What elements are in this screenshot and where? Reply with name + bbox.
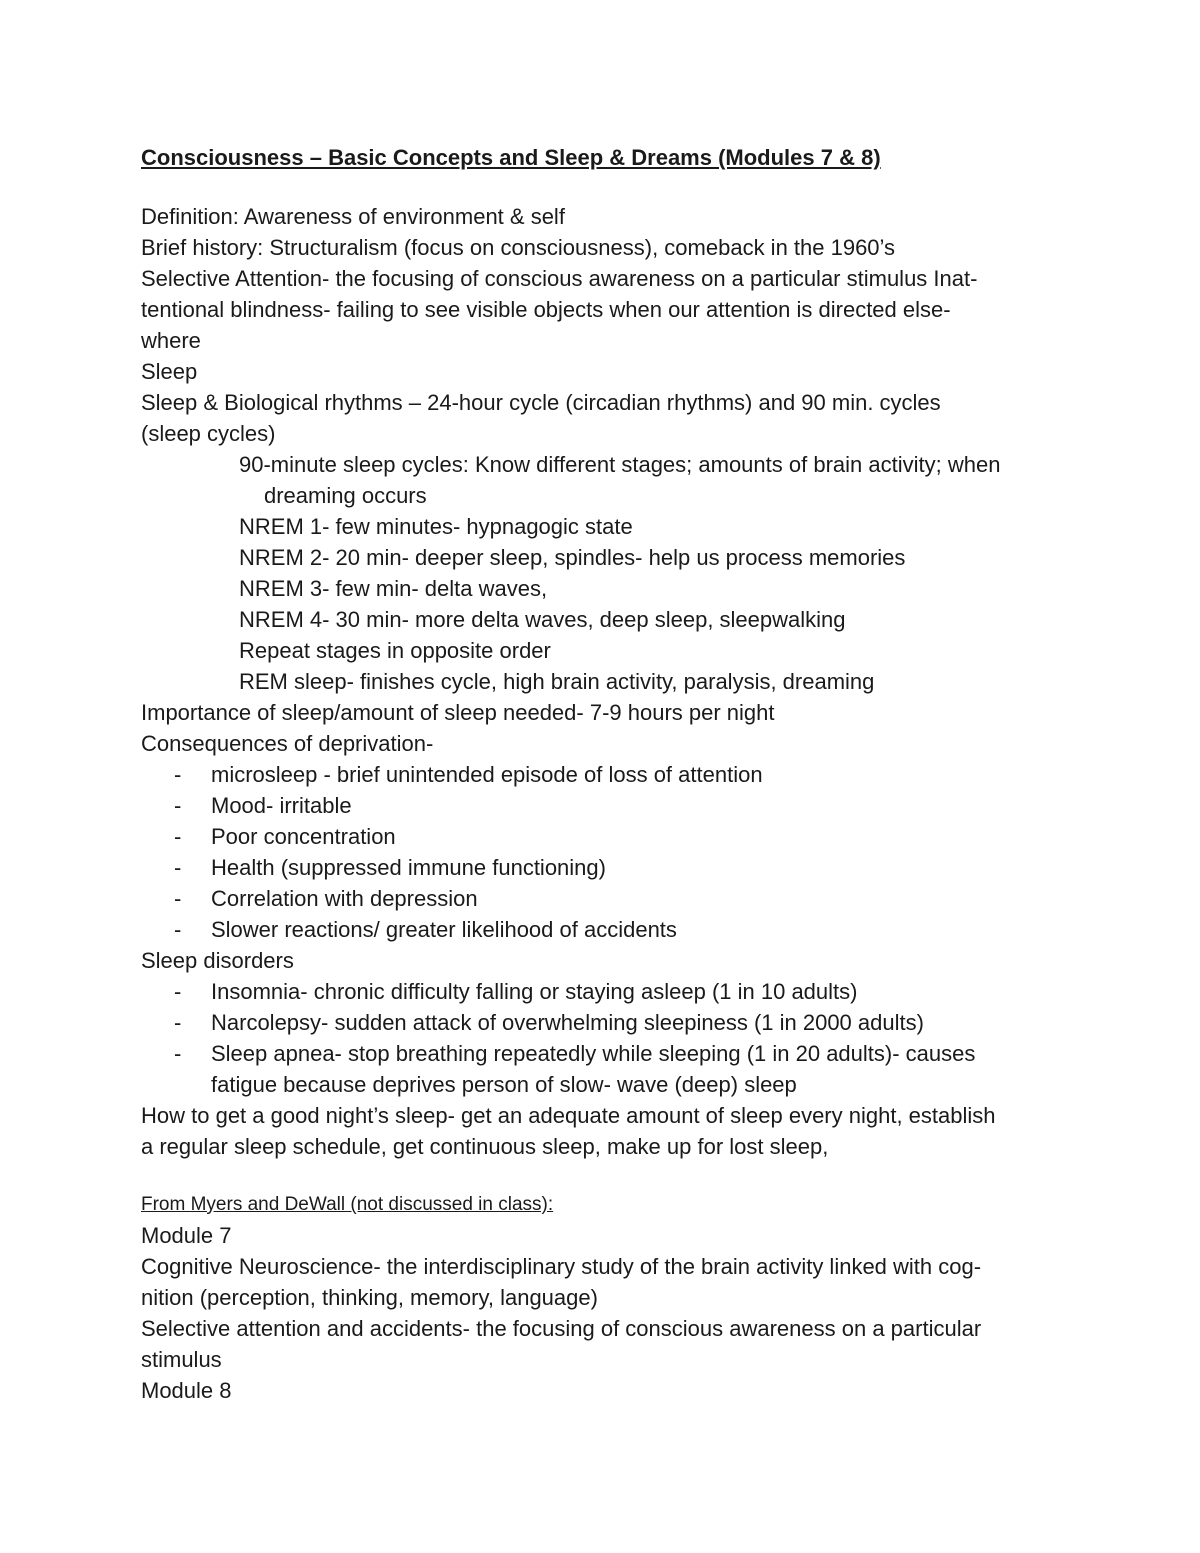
cycles-line-1: 90-minute sleep cycles: Know different stages; amounts of brain activity; when bbox=[239, 452, 1001, 477]
dash-bullet: - bbox=[174, 762, 182, 787]
list-item: - microsleep - brief unintended episode of loss of attention bbox=[141, 759, 1071, 790]
nrem1-line: NREM 1- few minutes- hypnagogic state bbox=[239, 514, 633, 539]
deprivation-list bbox=[141, 759, 1071, 945]
module-7-heading: Module 7 bbox=[141, 1223, 232, 1248]
document-body bbox=[141, 201, 1071, 1406]
good-sleep-line-1: How to get a good night’s sleep- get an adequate amount of sleep every night, establish bbox=[141, 1103, 996, 1128]
list-item: - Insomnia- chronic difficulty falling or staying asleep (1 in 10 adults) bbox=[141, 976, 1071, 1007]
nrem2-line: NREM 2- 20 min- deeper sleep, spindles- help us process memories bbox=[239, 545, 906, 570]
list-item: - Sleep apnea- stop breathing repeatedly while sleeping (1 in 20 adults)- causes bbox=[141, 1038, 1071, 1069]
list-item: - Narcolepsy- sudden attack of overwhelming sleepiness (1 in 2000 adults) bbox=[141, 1007, 1071, 1038]
selective-accidents-line-2: stimulus bbox=[141, 1347, 222, 1372]
apnea-continuation: fatigue because deprives person of slow- wave (deep) sleep bbox=[211, 1072, 797, 1097]
list-item: - Poor concentration bbox=[141, 821, 1071, 852]
repeat-line: Repeat stages in opposite order bbox=[239, 638, 551, 663]
module-8-heading: Module 8 bbox=[141, 1378, 232, 1403]
sleep-disorders-heading: Sleep disorders bbox=[141, 948, 294, 973]
list-item: - Correlation with depression bbox=[141, 883, 1071, 914]
rhythms-line-1: Sleep & Biological rhythms – 24-hour cycle (circadian rhythms) and 90 min. cycles bbox=[141, 390, 941, 415]
list-item: - Mood- irritable bbox=[141, 790, 1071, 821]
importance-line: Importance of sleep/amount of sleep needed- 7-9 hours per night bbox=[141, 700, 775, 725]
cognitive-line-1: Cognitive Neuroscience- the interdisciplinary study of the brain activity linked with cog- bbox=[141, 1254, 982, 1279]
dash-bullet: - bbox=[174, 979, 182, 1004]
definition-line: Definition: Awareness of environment & self bbox=[141, 204, 565, 229]
sleep-heading: Sleep bbox=[141, 359, 198, 384]
selective-attention-line-3: where bbox=[141, 328, 201, 353]
consequences-heading: Consequences of deprivation- bbox=[141, 731, 434, 756]
history-line: Brief history: Structuralism (focus on consciousness), comeback in the 1960’s bbox=[141, 235, 896, 260]
dash-bullet: - bbox=[174, 855, 182, 880]
rem-line: REM sleep- finishes cycle, high brain activity, paralysis, dreaming bbox=[239, 669, 875, 694]
dash-bullet: - bbox=[174, 1041, 182, 1066]
nrem4-line: NREM 4- 30 min- more delta waves, deep sleep, sleepwalking bbox=[239, 607, 846, 632]
disorder-list bbox=[141, 976, 1071, 1100]
cycles-line-2: dreaming occurs bbox=[264, 483, 427, 508]
list-item: - Slower reactions/ greater likelihood of accidents bbox=[141, 914, 1071, 945]
dash-bullet: - bbox=[174, 917, 182, 942]
selective-accidents-line-1: Selective attention and accidents- the focusing of conscious awareness on a particular bbox=[141, 1316, 982, 1341]
rhythms-line-2: (sleep cycles) bbox=[141, 421, 276, 446]
cognitive-line-2: nition (perception, thinking, memory, language) bbox=[141, 1285, 598, 1310]
dash-bullet: - bbox=[174, 1010, 182, 1035]
selective-attention-line-2: tentional blindness- failing to see visible objects when our attention is directed else- bbox=[141, 297, 951, 322]
dash-bullet: - bbox=[174, 886, 182, 911]
dash-bullet: - bbox=[174, 793, 182, 818]
nrem3-line: NREM 3- few min- delta waves, bbox=[239, 576, 548, 601]
list-item: - Health (suppressed immune functioning) bbox=[141, 852, 1071, 883]
myers-heading: From Myers and DeWall (not discussed in class): bbox=[141, 1194, 554, 1215]
good-sleep-line-2: a regular sleep schedule, get continuous sleep, make up for lost sleep, bbox=[141, 1134, 829, 1159]
page-title: Consciousness – Basic Concepts and Sleep & Dreams (Modules 7 & 8) bbox=[141, 145, 881, 170]
dash-bullet: - bbox=[174, 824, 182, 849]
selective-attention-line-1: Selective Attention- the focusing of conscious awareness on a particular stimulus Inat- bbox=[141, 266, 978, 291]
spacer bbox=[141, 1162, 1071, 1189]
